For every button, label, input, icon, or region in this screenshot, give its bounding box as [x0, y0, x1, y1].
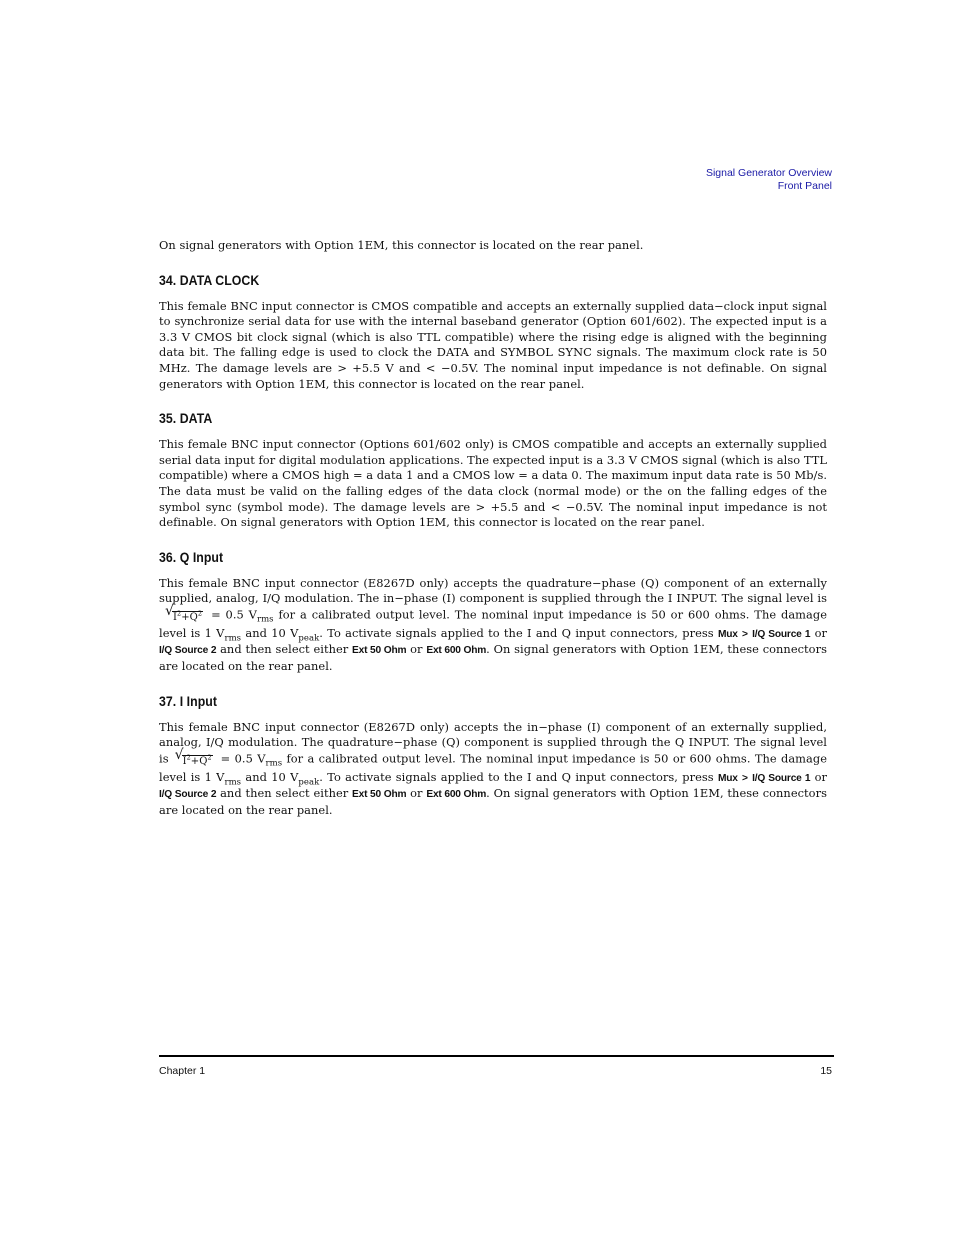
- footer-page-number: 15: [820, 1065, 832, 1077]
- softkey-iq-source-1: I/Q Source 1: [752, 772, 811, 784]
- sqrt-formula: √ $I^2+Q^2$: [165, 602, 203, 624]
- softkey-ext-50-ohm: Ext 50 Ohm: [352, 645, 407, 657]
- section-body-q-input: This female BNC input connector (E8267D only) accepts the quadrature−phase (Q) component of an externally supplied, analog, I/Q modulation. The in−phase (I) component is supplied through the I INPUT. The signal level is √ $I^2+Q^2 = 0.5$ $V_{rms}$ for a calibrated output level. The nominal input impedance is 50 or 600 ohms. The damage level is 1 $V_{rms}$ and 10 $V_{peak}$. To activate signals applied to the I and Q input connectors, press Mux > I/Q Source 1 or I/Q Source 2 and then select either Ext 50 Ohm or Ext 600 Ohm. On signal generators with Option 1EM, these connectors are located on the rear panel.: [159, 575, 828, 674]
- softkey-iq-source-2: I/Q Source 2: [159, 645, 217, 657]
- running-header: [706, 167, 832, 192]
- softkey-ext-50-ohm: Ext 50 Ohm: [352, 789, 407, 801]
- section-body-data-clock: This female BNC input connector is CMOS compatible and accepts an externally supplied data−clock input signal to synchronize serial data for use with the internal baseband generator (Option 601/602). The expected input is a 3.3 V CMOS bit clock signal (which is also TTL compatible) where the rising edge is aligned with the beginning data bit. The falling edge is used to clock the DATA and SYMBOL SYNC signals. The maximum clock rate is 50 MHz. The damage levels are > +5.5 V and < −0.5V. The nominal input impedance is not definable. On signal generators with Option 1EM, this connector is located on the rear panel.: [159, 298, 827, 391]
- section-heading-data: 35. DATA: [159, 410, 213, 427]
- intro-paragraph: On signal generators with Option 1EM, this connector is located on the rear panel.: [159, 238, 644, 252]
- softkey-ext-600-ohm: Ext 600 Ohm: [426, 645, 487, 657]
- radical-icon: √: [165, 602, 174, 619]
- footer-chapter: Chapter 1: [159, 1065, 206, 1077]
- section-heading-q-input: 36. Q Input: [159, 548, 224, 565]
- softkey-mux: Mux: [717, 628, 738, 640]
- section-body-data: This female BNC input connector (Options 601/602 only) is CMOS compatible and accepts an externally supplied serial data input for digital modulation applications. The expected input is a 3.3 V CMOS signal (which is also TTL compatible) where a CMOS high = a data 1 and a CMOS low = a data 0. The maximum input data rate is 50 Mb/s. The data must be valid on the falling edges of the data clock (normal mode) or the on the falling edges of the symbol sync (symbol mode). The damage levels are > +5.5 and < −0.5V. The nominal input impedance is not definable. On signal generators with Option 1EM, this connector is located on the rear panel.: [159, 437, 828, 530]
- page-body: [159, 238, 827, 819]
- section-heading-i-input: 37. I Input: [159, 692, 217, 709]
- header-section-title: Signal Generator Overview: [705, 167, 832, 179]
- sqrt-formula: √ $I^2+Q^2$: [174, 746, 212, 768]
- section-heading-data-clock: 34. DATA CLOCK: [159, 271, 260, 288]
- softkey-iq-source-1: I/Q Source 1: [752, 628, 811, 640]
- softkey-mux: Mux: [717, 772, 738, 784]
- header-subsection-title: Front Panel: [777, 179, 832, 192]
- softkey-iq-source-2: I/Q Source 2: [159, 789, 217, 801]
- footer-divider: [159, 1055, 834, 1057]
- radical-icon: √: [174, 746, 184, 763]
- softkey-ext-600-ohm: Ext 600 Ohm: [426, 789, 487, 801]
- section-body-i-input: This female BNC input connector (E8267D only) accepts the in−phase (I) component of an externally supplied, analog, I/Q modulation. The quadrature−phase (Q) component is supplied through the Q INPUT. The signal level is √ $I^2+Q^2 = 0.5$ $V_{rms}$ for a calibrated output level. The nominal input impedance is 50 or 600 ohms. The damage level is 1 $V_{rms}$ and 10 $V_{peak}$. To activate signals applied to the I and Q input connectors, press Mux > I/Q Source 1 or I/Q Source 2 and then select either Ext 50 Ohm or Ext 600 Ohm. On signal generators with Option 1EM, these connectors are located on the rear panel.: [159, 719, 828, 817]
